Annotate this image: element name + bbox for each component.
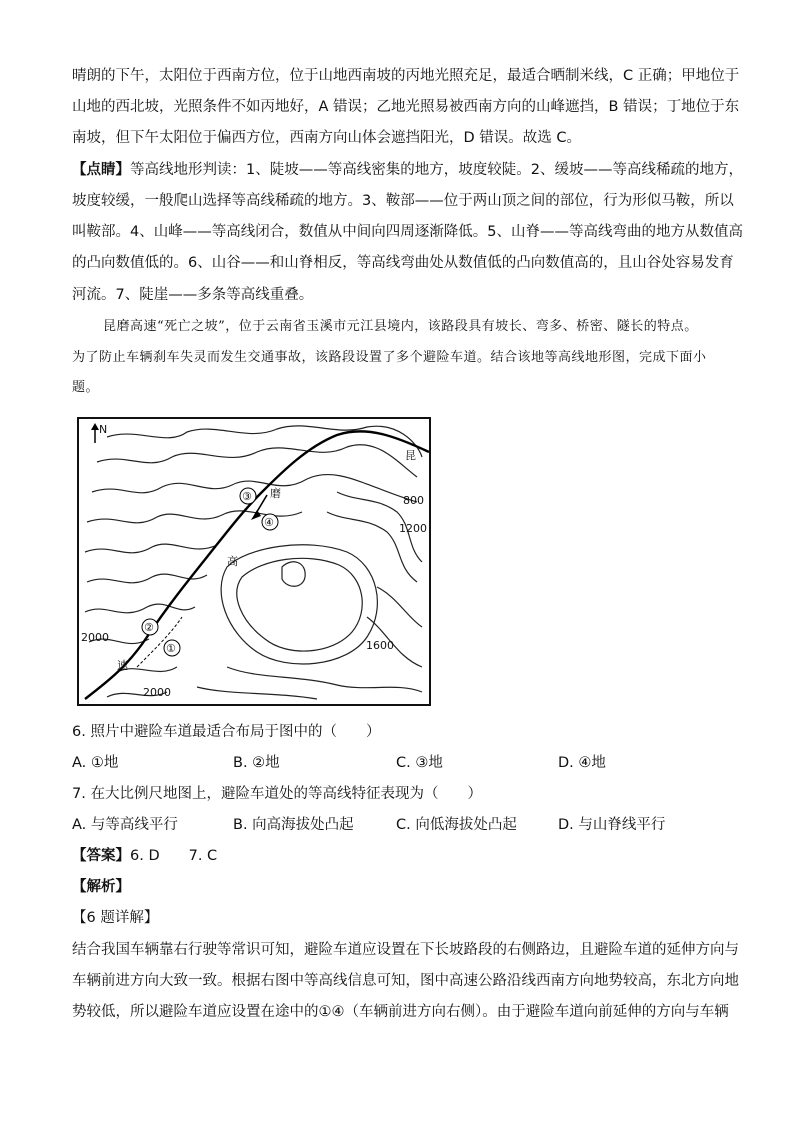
- label-kun: 昆: [405, 449, 416, 462]
- q6-option-d: D. ④地: [558, 755, 606, 771]
- label-gao: 高: [227, 555, 238, 568]
- contour-map: [77, 417, 431, 706]
- contour-label-2000: 2000: [81, 631, 109, 644]
- answer-tag: 【答案】: [72, 848, 130, 864]
- q7-option-d: D. 与山脊线平行: [558, 817, 666, 833]
- note-tag: 【点睛】: [72, 162, 130, 178]
- answer-text: 6. D 7. C: [130, 848, 218, 864]
- text-line: 晴朗的下午，太阳位于西南方位，位于山地西南坡的丙地光照充足，最适合晒制米线，C 正确；甲地位于: [72, 68, 740, 84]
- note-line: 坡度较缓，一般爬山选择等高线稀疏的地方。3、鞍部——位于两山顶之间的部位，行为形似马鞍，所以: [72, 193, 734, 209]
- question-7-stem: 7. 在大比例尺地图上，避险车道处的等高线特征表现为（ ）: [72, 786, 482, 802]
- q7-option-b: B. 向高海拔处凸起: [233, 817, 354, 833]
- q6-option-a: A. ①地: [72, 755, 119, 771]
- question-6-stem: 6. 照片中避险车道最适合布局于图中的（ ）: [72, 724, 381, 740]
- north-label: N: [99, 423, 108, 436]
- detail-line: 势较低，所以避险车道应设置在途中的①④（车辆前进方向右侧）。由于避险车道向前延伸的方向与车辆: [72, 1004, 729, 1020]
- passage-line: 昆磨高速“死亡之坡”，位于云南省玉溪市元江县境内，该路段具有坡长、弯多、桥密、隧长的特点。: [103, 319, 698, 334]
- label-mo: 磨: [270, 487, 281, 500]
- contour-label-800: 800: [403, 494, 424, 507]
- passage-line: 题。: [72, 380, 100, 395]
- q6-option-b: B. ②地: [233, 755, 280, 771]
- q7-option-a: A. 与等高线平行: [72, 817, 178, 833]
- note-line: [72, 160, 743, 180]
- detail-line: 车辆前进方向大致一致。根据右图中等高线信息可知，图中高速公路沿线西南方向地势较高，东北方向地: [72, 973, 739, 989]
- detail-title: 【6 题详解】: [72, 910, 159, 926]
- q7-option-c: C. 向低海拔处凸起: [396, 817, 517, 833]
- q6-option-c: C. ③地: [396, 755, 443, 771]
- label-su: 速: [117, 659, 128, 672]
- point-3: ③: [242, 490, 252, 503]
- detail-line: 结合我国车辆靠右行驶等常识可知，避险车道应设置在下长坡路段的右侧路边，且避险车道的延伸方向与: [72, 942, 739, 958]
- note-line: 叫鞍部。4、山峰——等高线闭合，数值从中间向四周逐渐降低。5、山脊——等高线弯曲的地方从数值高: [72, 224, 743, 240]
- point-1: ①: [166, 642, 176, 655]
- contour-label-1200: 1200: [399, 522, 427, 535]
- note-line: 河流。7、陡崖——多条等高线重叠。: [72, 287, 314, 303]
- answer-line: [72, 846, 217, 866]
- contour-label-1600: 1600: [366, 639, 394, 652]
- note-text: 等高线地形判读：1、陡坡——等高线密集的地方，坡度较陡。2、缓坡——等高线稀疏的地方，: [130, 162, 743, 178]
- text-line: 南坡，但下午太阳位于偏西方位，西南方向山体会遮挡阳光，D 错误。故选 C。: [72, 130, 582, 146]
- passage-line: 为了防止车辆刹车失灵而发生交通事故，该路段设置了多个避险车道。结合该地等高线地形图，完成下面小: [72, 350, 707, 365]
- contour-label-2000: 2000: [143, 686, 171, 699]
- point-4: ④: [264, 516, 274, 529]
- point-2: ②: [144, 621, 154, 634]
- analysis-heading: 【解析】: [72, 879, 130, 895]
- note-line: 的凸向数值低的。6、山谷——和山脊相反，等高线弯曲处从数值低的凸向数值高的，且山谷处容易发育: [72, 255, 734, 271]
- text-line: 山地的西北坡，光照条件不如丙地好，A 错误；乙地光照易被西南方向的山峰遮挡，B 错误；丁地位于东: [72, 99, 740, 115]
